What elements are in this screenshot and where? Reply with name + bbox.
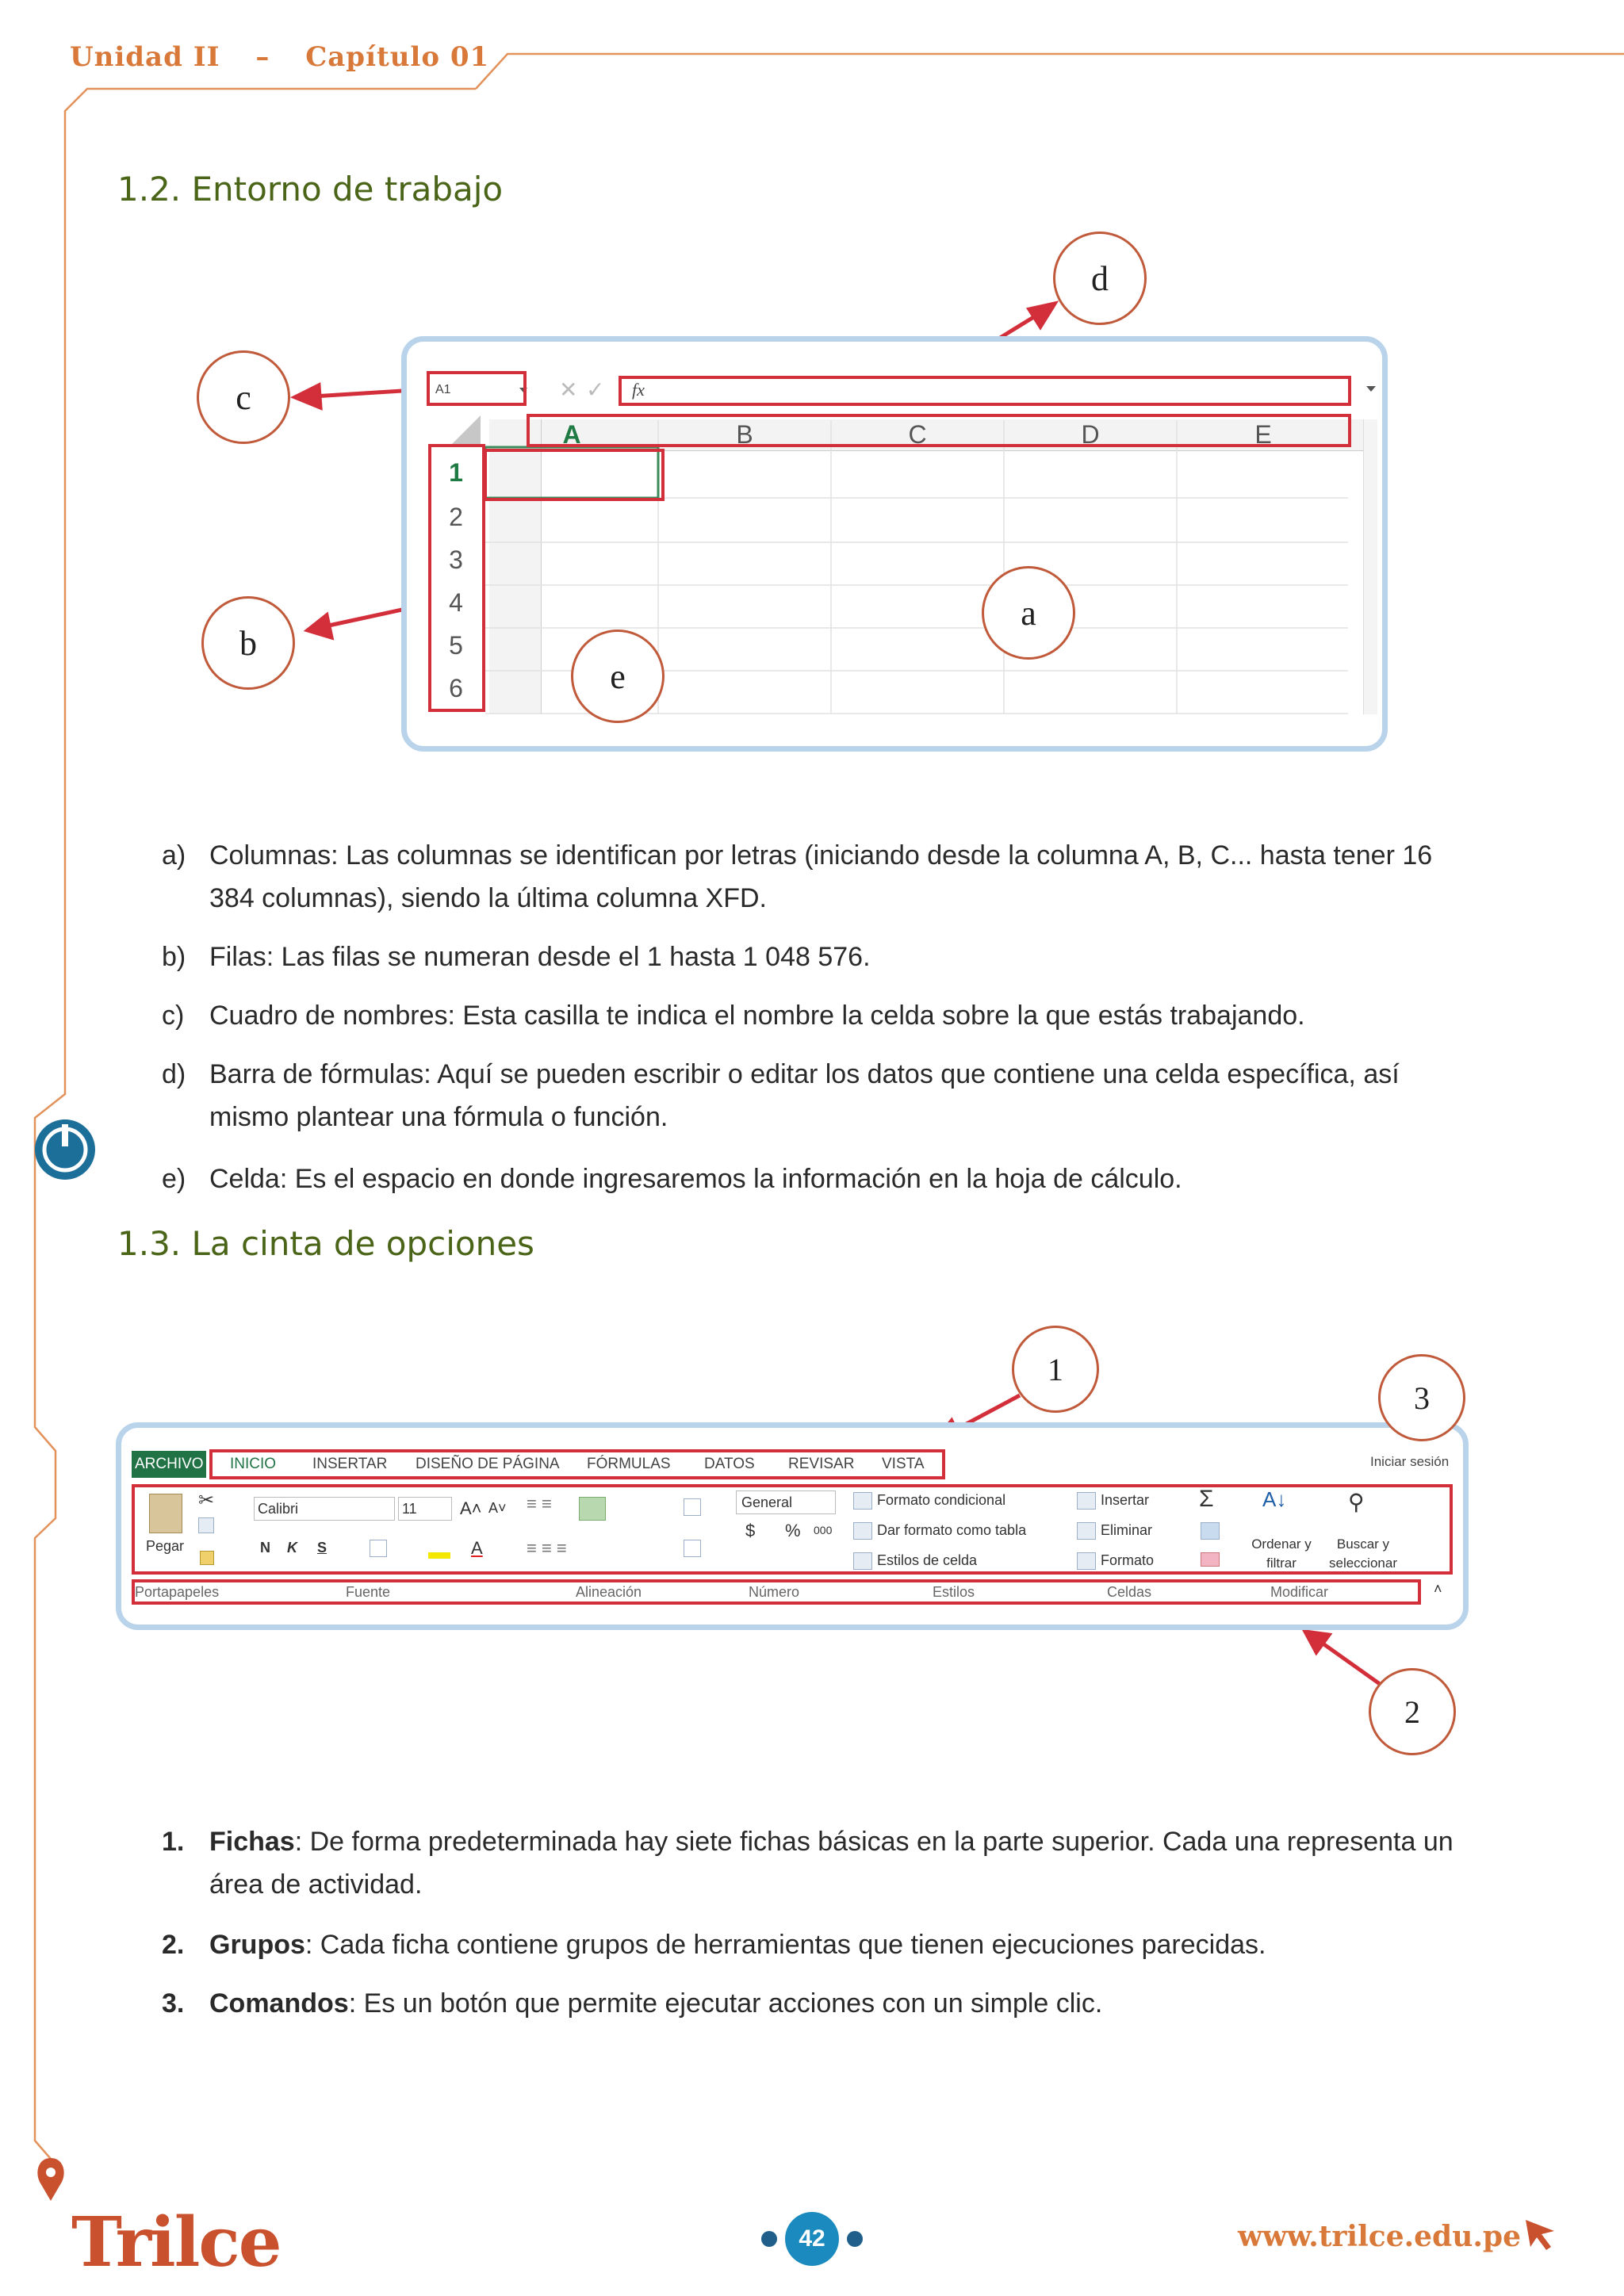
collapse-ribbon-icon[interactable]: ˄ — [1434, 1581, 1442, 1597]
list-text: Filas: Las filas se numeran desde el 1 hasta 1 048 576. — [209, 942, 871, 972]
tab-archivo[interactable]: ARCHIVO — [135, 1456, 204, 1472]
callout-e: e — [571, 629, 665, 723]
conditional-format-button[interactable]: Formato condicional — [877, 1492, 1006, 1508]
column-header-e[interactable]: E — [1254, 420, 1272, 449]
list-marker: 3. — [162, 1988, 185, 2019]
signin-link[interactable]: Iniciar sesión — [1370, 1454, 1450, 1469]
callout-a: a — [982, 566, 1075, 660]
tab-vista[interactable]: VISTA — [882, 1456, 925, 1472]
group-portapapeles: Portapapeles — [135, 1584, 220, 1600]
callout-d: d — [1053, 232, 1147, 325]
term-fichas: Fichas — [209, 1827, 295, 1857]
italic-button[interactable]: K — [287, 1540, 297, 1556]
cursor-arrow-icon — [1522, 2217, 1557, 2252]
list-text: : Cada ficha contiene grupos de herramientas que tienen ejecuciones parecidas. — [304, 1930, 1266, 1960]
term-comandos: Comandos — [209, 1988, 349, 2019]
list-text: Barra de fórmulas: Aquí se pueden escribir o editar los datos que contiene una celda específica, así mismo plantear una fórmula o función. — [209, 1059, 1400, 1132]
tab-revisar[interactable]: REVISAR — [788, 1456, 855, 1472]
column-header-a[interactable]: A — [562, 420, 581, 449]
find-select-icon[interactable]: ⚲ — [1348, 1490, 1365, 1514]
section-title-1-2: 1.2. Entorno de trabajo — [117, 170, 504, 209]
row-header-6[interactable]: 6 — [449, 674, 463, 702]
list-marker: b) — [162, 942, 186, 972]
row-header-2[interactable]: 2 — [449, 503, 463, 531]
group-celdas: Celdas — [1107, 1584, 1152, 1600]
unit-label: Unidad II — [70, 41, 220, 73]
tab-diseno[interactable]: DISEÑO DE PÁGINA — [416, 1456, 560, 1472]
tab-inicio[interactable]: INICIO — [230, 1456, 277, 1472]
highlight-name-box — [427, 371, 527, 406]
name-box[interactable]: A1 — [435, 383, 451, 396]
list-item-c — [162, 994, 1478, 1037]
list-item-a — [162, 834, 1478, 920]
fx-icon[interactable]: fx — [632, 380, 645, 400]
list-item-b — [162, 936, 1478, 978]
list-item-e — [162, 1158, 1478, 1200]
list-text: : Es un botón que permite ejecutar acciones con un simple clic. — [348, 1988, 1103, 2019]
highlight-row-headers — [428, 444, 485, 712]
list-text: Columnas: Las columnas se identifican por letras (iniciando desde la columna A, B, C... hasta tener 16 384 columnas), siendo la última columna XFD. — [209, 840, 1433, 913]
group-estilos: Estilos — [933, 1584, 975, 1600]
currency-button[interactable]: $ — [745, 1521, 756, 1540]
section-title-1-3: 1.3. La cinta de opciones — [117, 1224, 534, 1263]
list-marker: c) — [162, 1001, 185, 1031]
align-top-icon[interactable]: ≡ ≡ — [527, 1494, 552, 1513]
website-link[interactable]: www.trilce.edu.pe — [1237, 2220, 1521, 2253]
header-dash: – — [255, 41, 270, 73]
row-header-1[interactable]: 1 — [449, 458, 463, 487]
callout-c: c — [197, 350, 290, 444]
highlight-cell — [484, 449, 665, 501]
list-item-comandos — [162, 1982, 1478, 2025]
list-item-d — [162, 1053, 1478, 1138]
group-alineacion: Alineación — [576, 1584, 642, 1600]
list-text: Celda: Es el espacio en donde ingresaremos la información en la hoja de cálculo. — [209, 1164, 1182, 1194]
sort-filter-icon[interactable]: A↓ — [1262, 1487, 1287, 1511]
cut-icon[interactable]: ✂ — [198, 1490, 215, 1511]
column-header-c[interactable]: C — [908, 420, 927, 449]
number-format-value: General — [741, 1494, 793, 1510]
callout-2: 2 — [1369, 1668, 1456, 1755]
shrink-font-icon[interactable]: A˅ — [488, 1500, 507, 1516]
chapter-label: Capítulo 01 — [305, 41, 490, 73]
paste-button[interactable]: Pegar — [146, 1538, 185, 1554]
tab-insertar[interactable]: INSERTAR — [312, 1456, 388, 1472]
list-marker: 2. — [162, 1930, 185, 1960]
format-cells-button[interactable]: Formato — [1101, 1552, 1155, 1568]
list-item-grupos — [162, 1923, 1478, 1966]
underline-button[interactable]: S — [317, 1540, 327, 1556]
cell-styles-button[interactable]: Estilos de celda — [877, 1552, 978, 1568]
cancel-icon[interactable]: ✕ — [559, 377, 578, 402]
callout-1: 1 — [1012, 1326, 1099, 1413]
autosum-icon[interactable]: Σ — [1199, 1486, 1214, 1512]
list-marker: e) — [162, 1164, 186, 1194]
row-header-4[interactable]: 4 — [449, 588, 463, 617]
group-modificar: Modificar — [1270, 1584, 1329, 1600]
callout-b: b — [201, 596, 295, 690]
align-left-icon[interactable]: ≡ ≡ ≡ — [527, 1538, 567, 1558]
table-format-button[interactable]: Dar formato como tabla — [877, 1522, 1027, 1538]
group-numero: Número — [749, 1584, 800, 1600]
bold-button[interactable]: N — [260, 1540, 270, 1556]
enter-icon[interactable]: ✓ — [586, 377, 605, 402]
highlight-formula-bar — [619, 376, 1351, 406]
font-name-value: Calibri — [258, 1501, 299, 1517]
list-marker: 1. — [162, 1827, 185, 1857]
callout-3: 3 — [1378, 1354, 1465, 1441]
list-text: Cuadro de nombres: Esta casilla te indica el nombre la celda sobre la que estás trabajando. — [209, 1001, 1305, 1031]
trilce-logo: Trilce — [71, 2202, 281, 2283]
term-grupos: Grupos — [209, 1930, 305, 1960]
highlight-tabs — [209, 1449, 945, 1479]
sort-filter-button[interactable]: Ordenar y filtrar — [1251, 1536, 1312, 1571]
highlight-groups — [132, 1579, 1421, 1605]
page-dot-right — [847, 2231, 863, 2247]
grow-font-icon[interactable]: A˄ — [460, 1498, 482, 1518]
highlight-column-headers — [527, 414, 1351, 447]
list-marker: d) — [162, 1059, 186, 1089]
row-header-3[interactable]: 3 — [449, 545, 463, 574]
find-select-button[interactable]: Buscar y seleccionar — [1329, 1536, 1397, 1571]
page-number: 42 — [785, 2212, 839, 2266]
tab-formulas[interactable]: FÓRMULAS — [587, 1456, 671, 1472]
font-size-value: 11 — [402, 1501, 417, 1517]
list-marker: a) — [162, 840, 186, 871]
font-color-icon[interactable]: A — [471, 1538, 483, 1558]
row-header-5[interactable]: 5 — [449, 631, 463, 660]
page-dot-left — [761, 2231, 777, 2247]
group-fuente: Fuente — [346, 1584, 391, 1600]
insert-cells-button[interactable]: Insertar — [1101, 1492, 1150, 1508]
thousands-button[interactable]: 000 — [814, 1524, 833, 1536]
list-item-fichas — [162, 1820, 1478, 1906]
column-header-b[interactable]: B — [736, 420, 753, 449]
delete-cells-button[interactable]: Eliminar — [1101, 1522, 1153, 1538]
highlight-commands — [132, 1484, 1453, 1575]
column-header-d[interactable]: D — [1081, 420, 1100, 449]
percent-button[interactable]: % — [785, 1521, 801, 1540]
tab-datos[interactable]: DATOS — [704, 1456, 755, 1472]
list-text: : De forma predeterminada hay siete fichas básicas en la parte superior. Cada una representa un área de actividad. — [209, 1827, 1454, 1900]
